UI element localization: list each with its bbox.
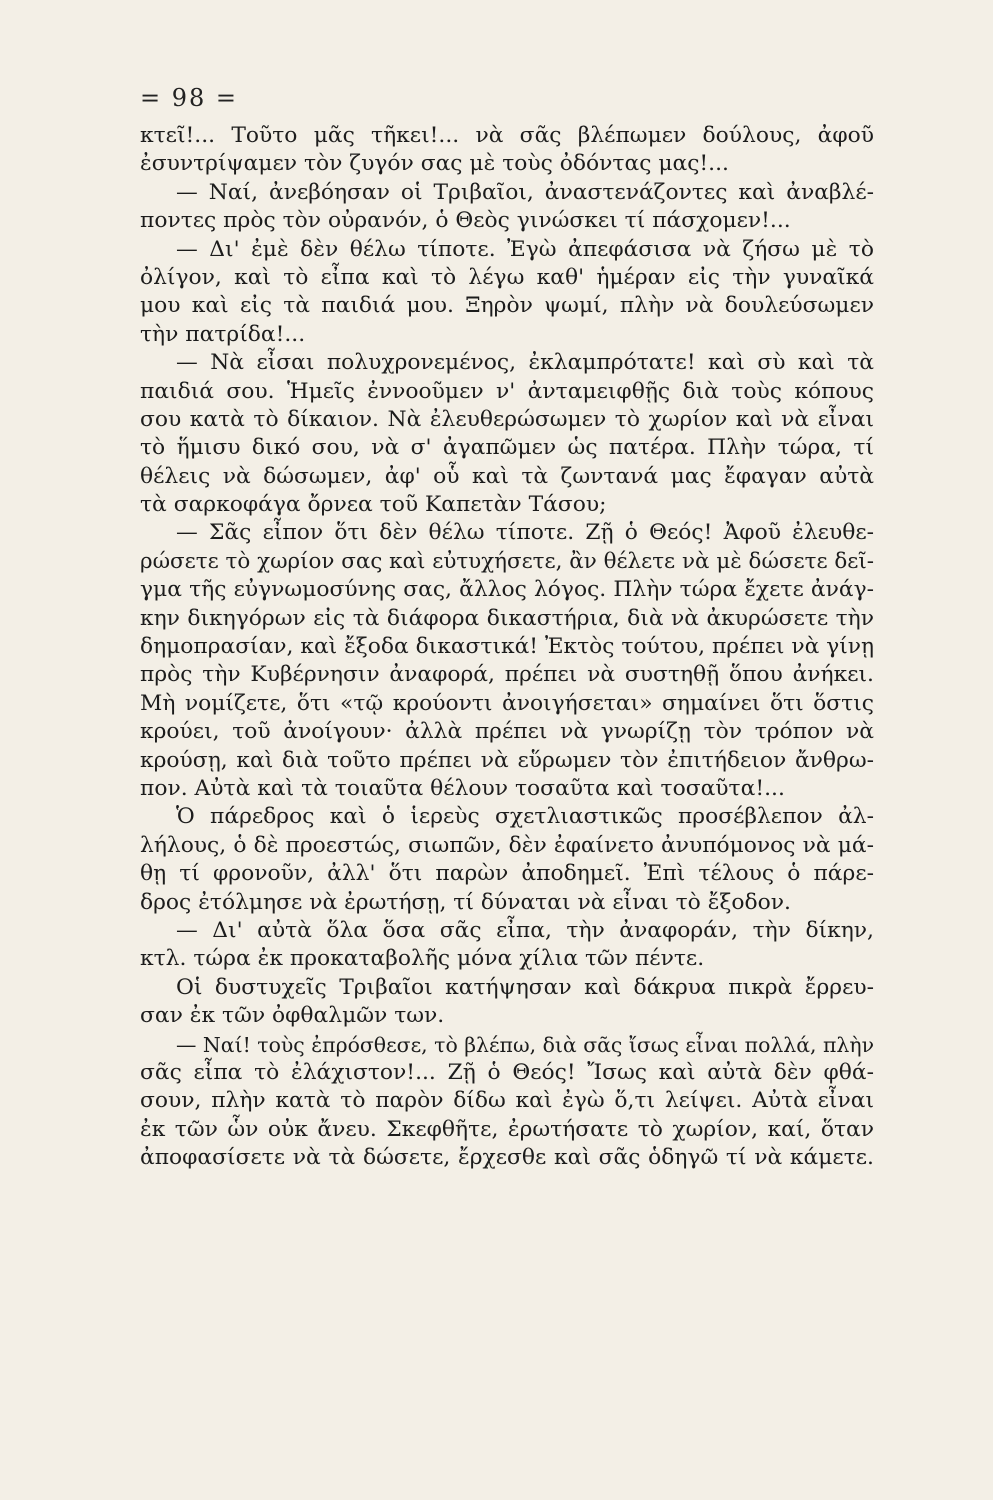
text-line: πρὸς τὴν Κυβέρνησιν ἀναφορά, πρέπει νὰ συστηθῇ ὅπου ἀνήκει. [140, 662, 874, 688]
text-line: ἐκ τῶν ὧν οὐκ ἄνευ. Σκεφθῆτε, ἐρωτήσατε τὸ χωρίον, καί, ὅταν [140, 1116, 874, 1142]
text-line: κρούσῃ, καὶ διὰ τοῦτο πρέπει νὰ εὕρωμεν τὸν ἐπιτήδειον ἄνθρω- [140, 747, 874, 773]
text-line: σου κατὰ τὸ δίκαιον. Νὰ ἐλευθερώσωμεν τὸ χωρίον καὶ νὰ εἶναι [140, 406, 874, 432]
text-line: κτλ. τώρα ἐκ προκαταβολῆς μόνα χίλια τῶν πέντε. [140, 946, 705, 972]
text-line: — Νὰ εἶσαι πολυχρονεμένος, ἐκλαμπρότατε! καὶ σὺ καὶ τὰ [176, 350, 874, 376]
text-line: ρώσετε τὸ χωρίον σας καὶ εὐτυχήσετε, ἂν θέλετε νὰ μὲ δώσετε δεῖ- [140, 548, 874, 574]
text-line: Μὴ νομίζετε, ὅτι «τῷ κρούοντι ἀνοιγήσεται» σημαίνει ὅτι ὅστις [140, 690, 874, 716]
text-line: — Σᾶς εἶπον ὅτι δὲν θέλω τίποτε. Ζῇ ὁ Θεός! Ἀφοῦ ἐλευθε- [176, 520, 874, 546]
text-line: τὰ σαρκοφάγα ὄρνεα τοῦ Καπετὰν Τάσου; [140, 492, 607, 518]
text-line: ποντες πρὸς τὸν οὐρανόν, ὁ Θεὸς γινώσκει τί πάσχομεν!... [140, 208, 791, 234]
text-line: σαν ἐκ τῶν ὀφθαλμῶν των. [140, 1003, 445, 1029]
text-line: Οἱ δυστυχεῖς Τριβαῖοι κατήψησαν καὶ δάκρυα πικρὰ ἔρρευ- [176, 974, 874, 1000]
text-line: — Δι' αὐτὰ ὅλα ὅσα σᾶς εἶπα, τὴν ἀναφοράν, τὴν δίκην, [176, 917, 874, 943]
text-line: τὸ ἥμισυ δικό σου, νὰ σ' ἀγαπῶμεν ὡς πατέρα. Πλὴν τώρα, τί [140, 435, 874, 461]
text-line: γμα τῆς εὐγνωμοσύνης σας, ἄλλος λόγος. Πλὴν τώρα ἔχετε ἀνάγ- [140, 577, 874, 603]
text-line: κρούει, τοῦ ἀνοίγουν· ἀλλὰ πρέπει νὰ γνωρίζῃ τὸν τρόπον νὰ [140, 719, 874, 745]
text-line: Ὁ πάρεδρος καὶ ὁ ἱερεὺς σχετλιαστικῶς προσέβλεπον ἀλ- [176, 804, 874, 830]
text-line: λήλους, ὁ δὲ προεστώς, σιωπῶν, δὲν ἐφαίνετο ἀνυπόμονος νὰ μά- [140, 832, 874, 858]
text-line: παιδιά σου. Ἡμεῖς ἐννοοῦμεν ν' ἀνταμειφθῇς διὰ τοὺς κόπους [140, 378, 874, 404]
page-number: = 98 = [140, 84, 239, 112]
text-line: σᾶς εἶπα τὸ ἐλάχιστον!... Ζῇ ὁ Θεός! Ἴσως καὶ αὐτὰ δὲν φθά- [140, 1059, 874, 1085]
text-line: τὴν πατρίδα!... [140, 321, 306, 347]
text-line: ἀποφασίσετε νὰ τὰ δώσετε, ἔρχεσθε καὶ σᾶς ὁδηγῶ τί νὰ κάμετε. [140, 1145, 874, 1171]
text-line: θέλεις νὰ δώσωμεν, ἀφ' οὗ καὶ τὰ ζωντανά μας ἔφαγαν αὐτὰ [140, 463, 874, 489]
text-line: — Ναί! τοὺς ἐπρόσθεσε, τὸ βλέπω, διὰ σᾶς ἴσως εἶναι πολλά, πλὴν [176, 1032, 874, 1057]
text-line: — Δι' ἐμὲ δὲν θέλω τίποτε. Ἐγὼ ἀπεφάσισα νὰ ζήσω μὲ τὸ [176, 236, 874, 262]
text-line: ὀλίγον, καὶ τὸ εἶπα καὶ τὸ λέγω καθ' ἡμέραν εἰς τὴν γυναῖκά [140, 264, 874, 290]
text-line: κτεῖ!... Τοῦτο μᾶς τῆκει!... νὰ σᾶς βλέπωμεν δούλους, ἀφοῦ [140, 123, 874, 148]
text-line: θῃ τί φρονοῦν, ἀλλ' ὅτι παρὼν ἀποδημεῖ. Ἐπὶ τέλους ὁ πάρε- [140, 861, 874, 887]
text-line: μου καὶ εἰς τὰ παιδιά μου. Ξηρὸν ψωμί, πλὴν νὰ δουλεύσωμεν [140, 293, 874, 319]
text-line: δημοπρασίαν, καὶ ἔξοδα δικαστικά! Ἐκτὸς τούτου, πρέπει νὰ γίνῃ [140, 634, 875, 660]
text-line: δρος ἐτόλμησε νὰ ἐρωτήσῃ, τί δύναται νὰ εἶναι τὸ ἔξοδον. [140, 889, 791, 915]
text-line: σουν, πλὴν κατὰ τὸ παρὸν δίδω καὶ ἐγὼ ὅ,τι λείψει. Αὐτὰ εἶναι [140, 1088, 874, 1114]
text-line: πον. Αὐτὰ καὶ τὰ τοιαῦτα θέλουν τοσαῦτα καὶ τοσαῦτα!... [140, 775, 785, 801]
text-line: κην δικηγόρων εἰς τὰ διάφορα δικαστήρια, διὰ νὰ ἀκυρώσετε τὴν [140, 605, 874, 631]
body-text [140, 122, 874, 1172]
text-line: ἐσυντρίψαμεν τὸν ζυγόν σας μὲ τοὺς ὀδόντας μας!... [140, 151, 729, 177]
text-line: — Ναί, ἀνεβόησαν οἱ Τριβαῖοι, ἀναστενάζοντες καὶ ἀναβλέ- [176, 179, 874, 205]
